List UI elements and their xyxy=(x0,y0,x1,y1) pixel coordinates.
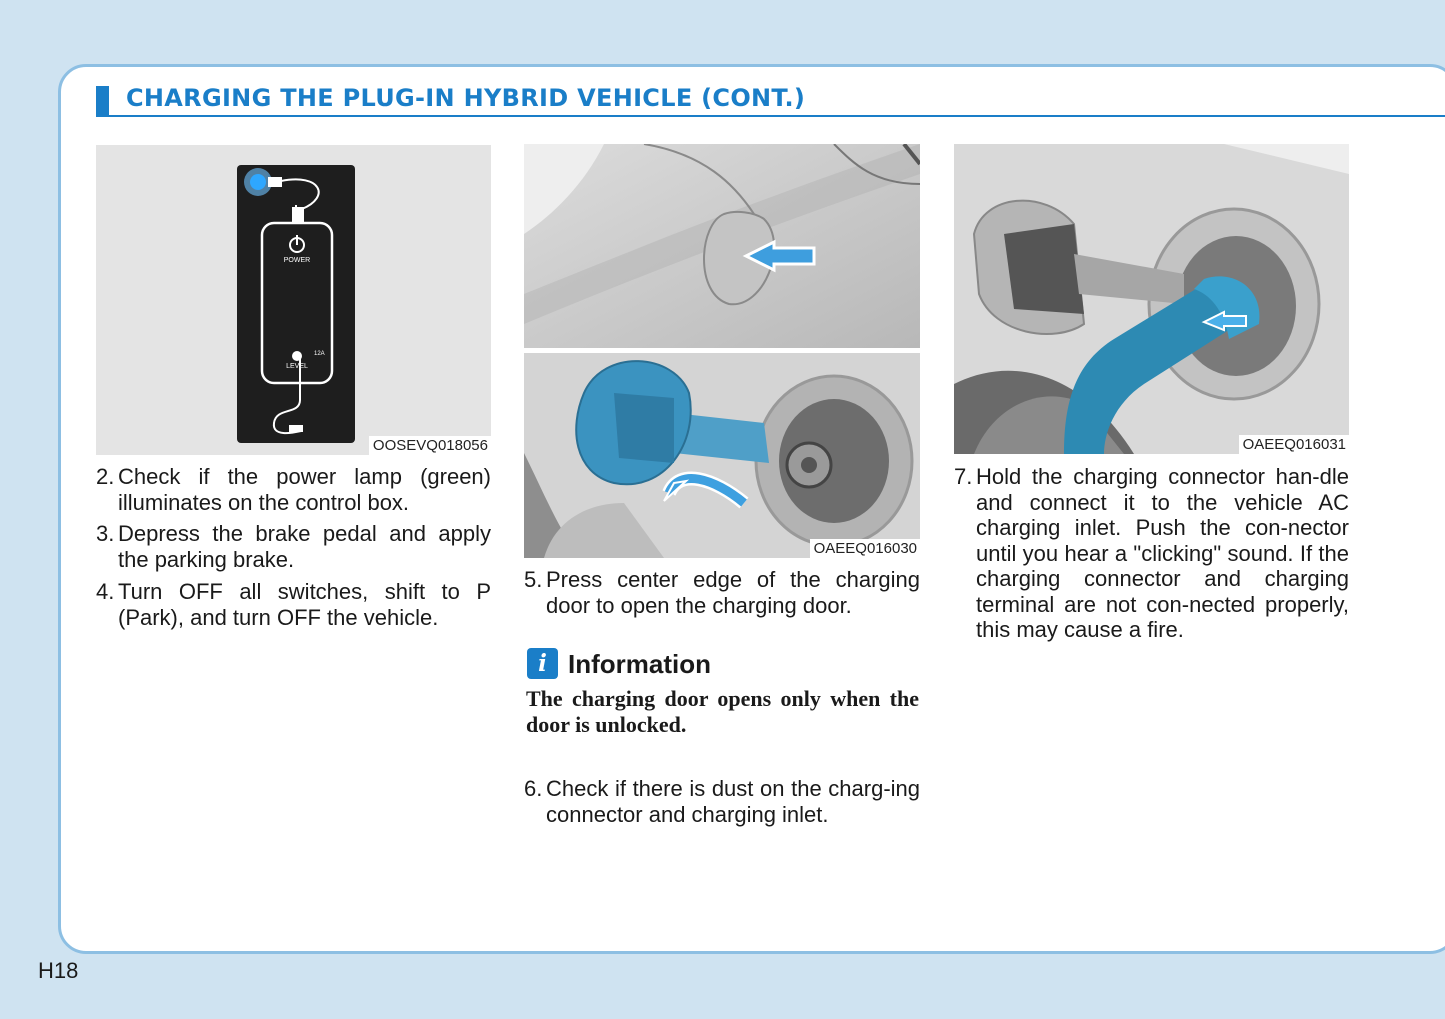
step-number: 3. xyxy=(96,521,115,546)
step-2 xyxy=(96,464,491,515)
figure-open-door xyxy=(524,353,920,558)
information-icon: i xyxy=(527,648,558,679)
page-title: CHARGING THE PLUG-IN HYBRID VEHICLE (CONT.) xyxy=(126,84,806,112)
level-label: LEVEL xyxy=(286,363,308,370)
header-rule xyxy=(96,115,1445,117)
power-label: POWER xyxy=(283,257,311,264)
page-number: H18 xyxy=(38,958,79,983)
step-number: 4. xyxy=(96,579,115,604)
step-5 xyxy=(524,567,920,618)
connector-insert-illustration xyxy=(954,144,1349,454)
control-box-illustration xyxy=(96,145,491,455)
figure-press-door xyxy=(524,144,920,348)
figure-code: OOSEVQ018056 xyxy=(369,436,491,455)
figure-connector xyxy=(954,144,1349,454)
information-body: The charging door opens only when the door is unlocked. xyxy=(526,686,919,737)
figure-control-box xyxy=(96,145,491,455)
charging-door-open-illustration xyxy=(524,353,920,558)
step-text: Turn OFF all switches, shift to P (Park), and turn OFF the vehicle. xyxy=(118,579,491,630)
step-text: Press center edge of the charging door to open the charging door. xyxy=(546,567,920,618)
step-text: Depress the brake pedal and apply the parking brake. xyxy=(118,521,491,572)
step-3 xyxy=(96,521,491,572)
figure-code: OAEEQ016030 xyxy=(810,539,920,558)
step-6 xyxy=(524,776,920,827)
step-number: 7. xyxy=(954,464,973,489)
header-accent-bar xyxy=(96,86,109,117)
step-4 xyxy=(96,579,491,630)
step-7 xyxy=(954,464,1349,643)
information-title: Information xyxy=(568,649,711,679)
figure-code: OAEEQ016031 xyxy=(1239,435,1349,454)
step-number: 5. xyxy=(524,567,543,592)
car-side-illustration xyxy=(524,144,920,348)
step-text: Hold the charging connector han-dle and connect it to the vehicle AC charging inlet. Push the con-nector until you hear a "clicking" sound. If the charging connector and charging terminal are not con-nected properly, this may cause a fire. xyxy=(976,464,1349,642)
step-text: Check if the power lamp (green) illuminates on the control box. xyxy=(118,464,491,515)
step-number: 6. xyxy=(524,776,543,801)
step-number: 2. xyxy=(96,464,115,489)
step-text: Check if there is dust on the charg-ing connector and charging inlet. xyxy=(546,776,920,827)
volt-label: 12A xyxy=(314,351,325,357)
